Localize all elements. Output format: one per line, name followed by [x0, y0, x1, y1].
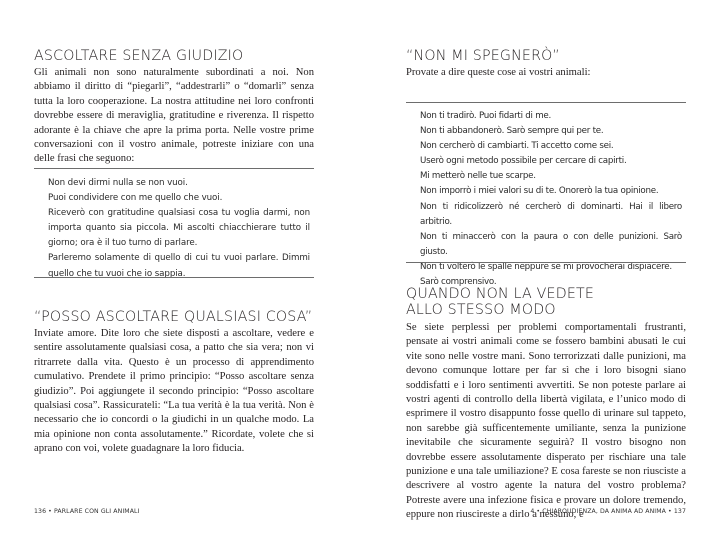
section-paragraph	[406, 66, 686, 80]
quote-line: Userò ogni metodo possibile per cercare di capirti.	[420, 156, 627, 167]
quote-line: Non ti ridicolizzerò né cercherò di dominarti. Hai il libero arbitrio.	[420, 201, 682, 227]
quote-line: Non ti volterò le spalle neppure se mi provocherai dispiacere.	[420, 261, 672, 272]
quote-line: Non ti minaccerò con la paura o con delle punizioni. Sarò giusto.	[420, 231, 682, 257]
quote-line: Puoi condividere con me quello che vuoi.	[48, 193, 223, 204]
divider-top	[34, 168, 314, 169]
quote-line: Non ti abbandonerò. Sarò sempre qui per te.	[420, 126, 604, 137]
section-heading-quando-line2: ALLO STESSO MODO	[406, 302, 556, 318]
quote-line: Non ti tradirò. Puoi fidarti di me.	[420, 111, 552, 121]
quote-line: Non imporrò i miei valori su di te. Onorerò la tua opinione.	[420, 186, 659, 197]
quote-line: Sarò comprensivo.	[420, 277, 497, 288]
section-heading-quando-line1: QUANDO NON LA VEDETE	[406, 286, 595, 302]
right-page	[406, 0, 686, 540]
quote-box	[48, 176, 310, 282]
section-paragraph	[406, 321, 686, 523]
section-paragraph	[34, 66, 314, 167]
paragraph-text: Inviate amore. Dite loro che siete disposti a ascoltare, vedere e sentire assolutamente qualsiasi cosa, a patto che sia vera; non vi ritrarrete dalla vita. Questo è un processo di apprendimento cumulativo. Prendete il primo principio: “Posso ascoltare senza giudizio”. Poi aggiungete il secondo principio: “Posso ascoltare qualsiasi cosa”. Rassicurateli: “La tua verità è la tua verità. Non è necessario che io concordi o la giudichi in un qualche modo. La mia opinione non conta assolutamente.” Ricordate, volete che si aprano con voi, volete guadagnare la loro fiducia.	[34, 328, 314, 455]
section-paragraph	[34, 327, 314, 457]
quote-line: Non devi dirmi nulla se non vuoi.	[48, 178, 188, 188]
divider-bottom	[34, 277, 314, 278]
quote-line: Mi metterò nelle tue scarpe.	[420, 171, 536, 182]
paragraph-text: Gli animali non sono naturalmente subordinati a noi. Non abbiamo il diritto di “piegarli”, “addestrarli” o “domarli” senza tutta la loro cooperazione. La nostra attitudine nei loro confronti dovrebbe essere di meraviglia, gratitudine e riverenza. Il rispetto adorante è la chiave che apre la prima porta. Nelle vostre prime conversazioni con il vostro animale, potreste iniziare con una delle frasi che seguono:	[34, 67, 314, 165]
paragraph-text: Se siete perplessi per problemi comportamentali frustranti, pensate ai vostri animali come se fossero bambini abusati le cui vite sono nelle vostre mani. Sono terrorizzati dalle punizioni, ma devono comunque lottare per far sì che i loro bisogni siano soddisfatti e i loro sentimenti avvertiti. Se non poteste parlare ai vostri agenti di controllo della libertà vigilata, e l’unico modo di esprimere il vostro disappunto fosse quello di urinare sul tappeto, non sarebbe già sufficentemente umiliante, senza la punizione inevitabile che sicuramente seguirà? Il vostro bisogno non dovrebbe essere assolutamente disperato per rischiare una tale punizione e una tale umiliazione? E cosa fareste se non riusciste a descrivere al vostro agente la natura del vostro problema? Potreste avere una infezione fisica e provare un dolore tremendo, eppure non riuscireste a dirlo a nessuno, e	[406, 322, 686, 521]
divider-top	[406, 102, 686, 103]
divider-bottom	[406, 262, 686, 263]
quote-line: Parleremo solamente di quello di cui tu vuoi parlare. Dimmi quello che tu vuoi che io sappia.	[48, 253, 310, 279]
section-heading-ascoltare: ASCOLTARE SENZA GIUDIZIO	[34, 48, 244, 64]
page-footer-right: 4 • CHIAROUDIENZA, DA ANIMA AD ANIMA • 137	[530, 508, 686, 515]
section-heading-posso-ascoltare: “POSSO ASCOLTARE QUALSIASI COSA”	[34, 309, 313, 325]
paragraph-text: Provate a dire queste cose ai vostri animali:	[406, 67, 591, 78]
page-footer-left: 136 • PARLARE CON GLI ANIMALI	[34, 508, 140, 515]
quote-line: Non cercherò di cambiarti. Ti accetto come sei.	[420, 141, 614, 152]
left-page	[34, 0, 314, 540]
quote-line: Riceverò con gratitudine qualsiasi cosa tu voglia darmi, non importa quanto sia piccola. Mi ascolti chiacchierare tutto il giorno; ora è il tuo turno di parlare.	[48, 208, 310, 249]
section-heading-non-mi-spegnero: “NON MI SPEGNERÒ”	[406, 48, 560, 64]
